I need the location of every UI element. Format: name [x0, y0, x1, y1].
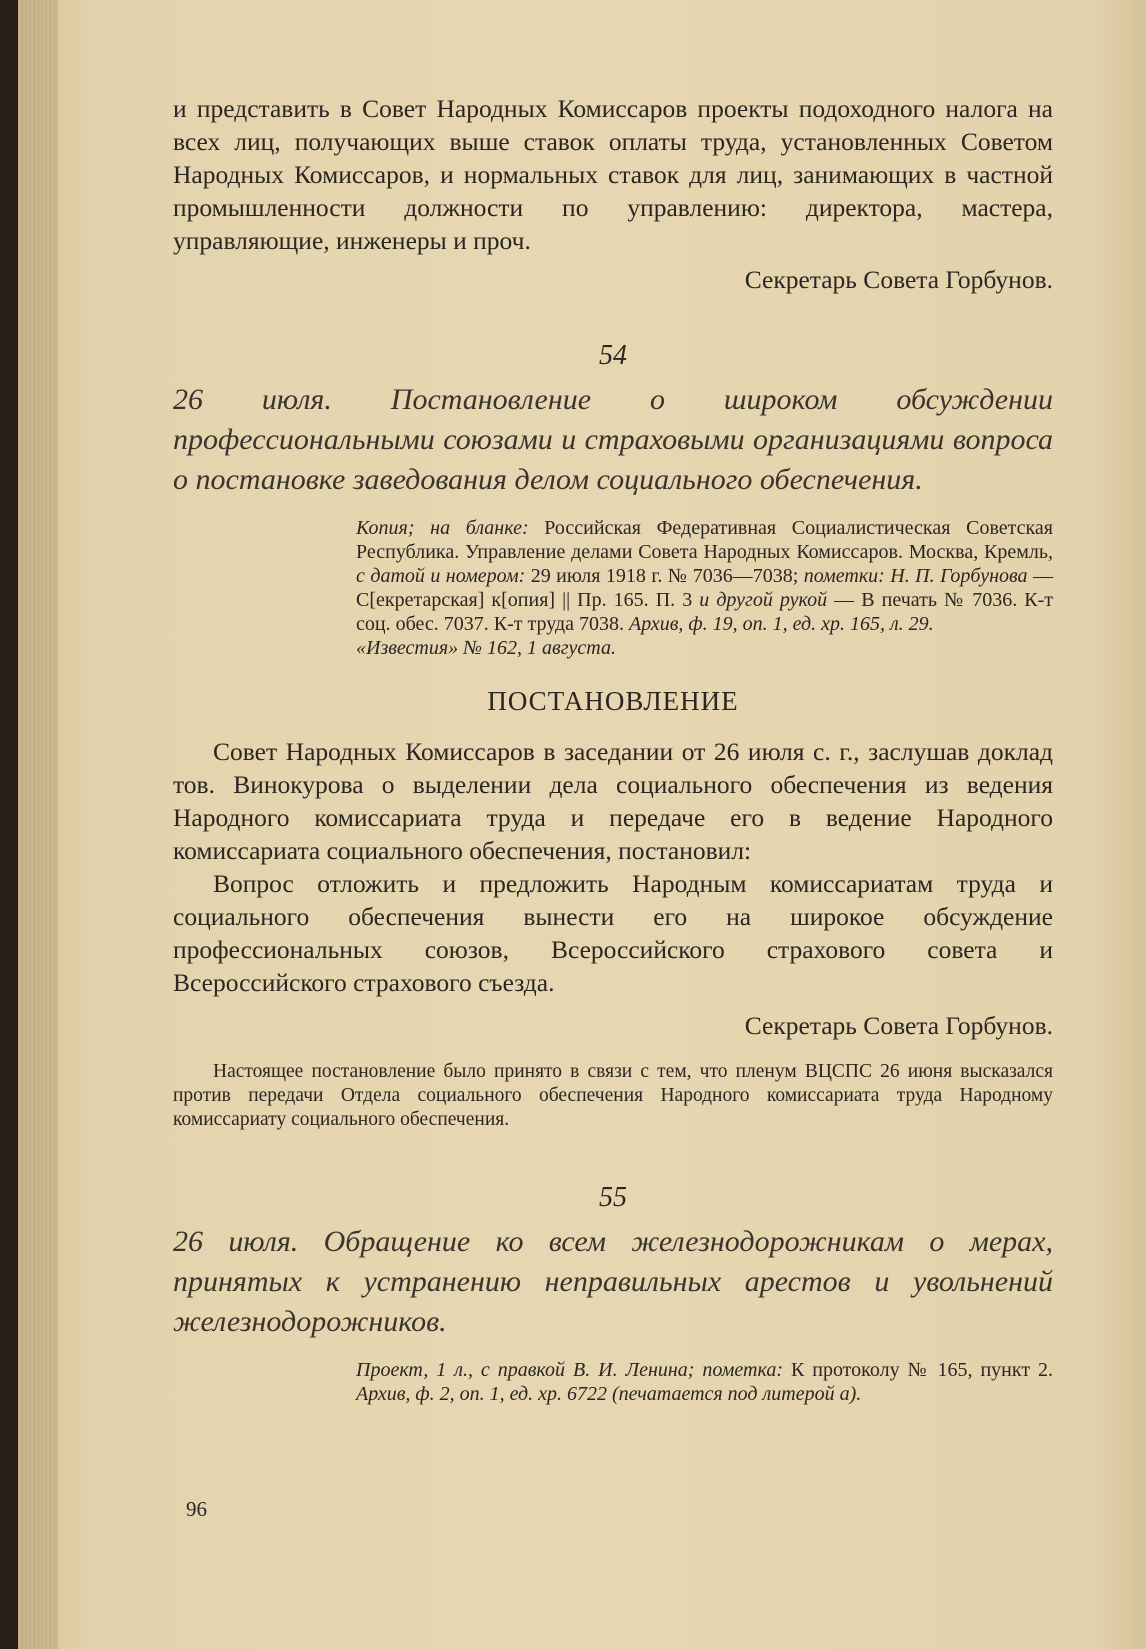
document-number-55: 55	[599, 1182, 627, 1213]
page-content	[173, 92, 1053, 1406]
source-note-55	[356, 1358, 1053, 1406]
source-54-part-4: пометки: Н. П. Горбунова	[803, 565, 1033, 587]
resolution-body-2: Вопрос отложить и предложить Народным комиссариатам труда и социального обеспечения вынести его на широкое обсуждение профессиональных союзов, Всероссийского страхового совета и Всероссийского страхового съезда.	[173, 869, 1053, 997]
document-heading-55: 26 июля. Обращение ко всем железнодорожникам о мерах, принятых к устранению неправильных арестов и увольнений железнодорожников.	[173, 1225, 1053, 1338]
page-number: 96	[186, 1497, 207, 1521]
source-54-part-0: Копия; на бланке:	[356, 517, 545, 539]
publication-note-54: «Известия» № 162, 1 августа.	[356, 637, 616, 659]
source-54-part-1: Российская Федеративная Социалистическая Советская Республика. Управление делами Совета Народных Комиссаров. Москва, Кремль,	[356, 517, 1053, 563]
source-55-part-2: Архив, ф. 2, оп. 1, ед. хр. 6722 (печатается под литерой а).	[356, 1383, 862, 1405]
source-54-part-7: — В печать № 7036. К-т соц. обес. 7037. К-т труда 7038.	[356, 589, 1053, 635]
intro-signature: Секретарь Совета Горбунов.	[744, 265, 1053, 294]
source-55-part-0: Проект, 1 л., с правкой В. И. Ленина; пометка:	[356, 1359, 791, 1381]
source-54-part-2: с датой и номером:	[356, 565, 531, 587]
source-55-part-1: К протоколу № 165, пункт 2.	[790, 1359, 1054, 1381]
resolution-body-1: Совет Народных Комиссаров в заседании от 26 июля с. г., заслушав доклад тов. Винокурова о выделении дела социального обеспечения из ведения Народного комиссариата труда и передаче его в ведение Народного комиссариата социального обеспечения, постановил:	[173, 737, 1053, 865]
resolution-signature: Секретарь Совета Горбунов.	[744, 1011, 1053, 1040]
source-note-54	[356, 516, 1053, 636]
source-54-part-3: 29 июля 1918 г. № 7036—7038;	[530, 565, 804, 587]
book-page	[18, 0, 1146, 1649]
resolution-title: ПОСТАНОВЛЕНИЕ	[487, 686, 739, 716]
intro-paragraph: и представить в Совет Народных Комиссаров проекты подоходного налога на всех лиц, получающих выше ставок оплаты труда, установленных Советом Народных Комиссаров, и нормальных ставок для лиц, занимающих в частной промышленности должности по управлению: директора, мастера, управляющие, инженеры и проч.	[173, 94, 1053, 255]
document-number-54: 54	[599, 340, 627, 371]
page-stack-edge	[18, 0, 58, 1649]
source-54-part-8: Архив, ф. 19, оп. 1, ед. хр. 165, л. 29.	[629, 613, 934, 635]
source-54-part-5: — С[екретарская] к[опия] || Пр. 165. П. 3	[356, 565, 1053, 611]
footnote-54: Настоящее постановление было принято в связи с тем, что пленум ВЦСПС 26 июня высказался против передачи Отдела социального обеспечения Народного комиссариата труда Народному комиссариату социального обеспечения.	[173, 1061, 1053, 1130]
source-54-part-6: и другой рукой	[699, 589, 835, 611]
document-heading-54: 26 июля. Постановление о широком обсуждении профессиональными союзами и страховыми организациями вопроса о постановке заведования делом социального обеспечения.	[173, 383, 1053, 496]
